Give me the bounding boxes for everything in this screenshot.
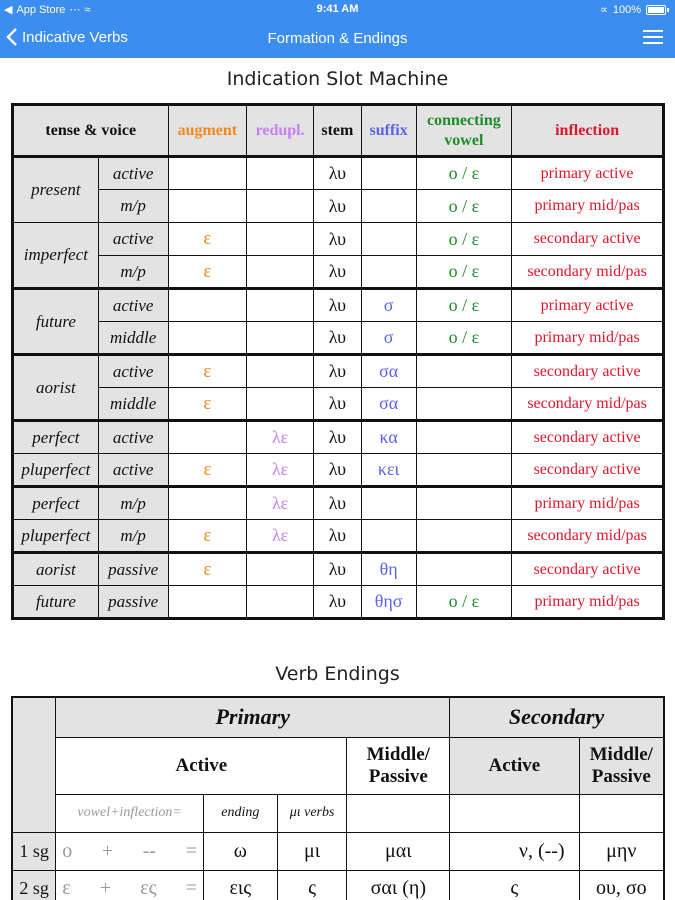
inflection-cell: primary active — [512, 289, 664, 322]
tense-cell: aorist — [13, 553, 99, 586]
inflection-cell: secondary mid/pas — [512, 520, 664, 553]
vowel: ο — [62, 839, 73, 862]
secondary-middle-passive-header: Middle/ Passive — [579, 737, 664, 794]
primary-middle-passive-header: Middle/ Passive — [347, 737, 450, 794]
redupl-cell — [247, 553, 314, 586]
suffix-cell: κα — [361, 421, 416, 454]
connecting-cell — [416, 421, 512, 454]
voice-cell: m/p — [98, 520, 168, 553]
battery-percent: 100% — [612, 3, 641, 16]
stem-cell: λυ — [313, 553, 361, 586]
status-bar — [0, 0, 675, 20]
voice-cell: m/p — [98, 190, 168, 223]
back-button-label: Indicative Verbs — [22, 28, 128, 46]
ending-cell: εις — [203, 870, 277, 900]
verb-endings-heading: Verb Endings — [275, 663, 400, 685]
status-right — [600, 3, 669, 16]
table-row — [13, 223, 664, 256]
secondary-active-cell: ς — [450, 870, 579, 900]
header-stem: stem — [313, 105, 361, 157]
header-suffix: suffix — [361, 105, 416, 157]
person-label: 1 sg — [12, 832, 56, 870]
inflection: ες — [140, 877, 157, 900]
table-row — [12, 832, 664, 870]
battery-icon — [646, 5, 666, 15]
inflection: -- — [142, 839, 157, 862]
tense-cell: future — [13, 586, 99, 619]
redupl-cell — [247, 388, 314, 421]
stem-cell: λυ — [313, 520, 361, 553]
table-row — [13, 157, 664, 190]
inflection-cell: secondary mid/pas — [512, 256, 664, 289]
connecting-cell — [416, 355, 512, 388]
back-to-app-icon: ◀ — [4, 4, 13, 16]
connecting-cell — [416, 553, 512, 586]
suffix-cell: σ — [361, 322, 416, 355]
voice-cell: m/p — [98, 256, 168, 289]
header-connecting-vowel: connecting vowel — [416, 105, 512, 157]
table-row — [13, 553, 664, 586]
wifi-icon: ≈ — [84, 3, 91, 16]
carrier-label: App Store — [16, 3, 66, 16]
tense-cell: perfect — [13, 421, 99, 454]
ending-cell: ω — [203, 832, 277, 870]
suffix-cell: κει — [361, 454, 416, 487]
endings-row-voice — [12, 737, 664, 794]
augment-cell — [168, 322, 247, 355]
redupl-cell — [247, 322, 314, 355]
equals-sign: = — [185, 839, 197, 862]
sub-empty-pmp — [347, 794, 450, 832]
augment-cell — [168, 487, 247, 520]
voice-cell: active — [98, 454, 168, 487]
table-row — [12, 870, 664, 900]
secondary-active-cell: ν, (--) — [450, 832, 579, 870]
header-inflection: inflection — [512, 105, 664, 157]
augment-cell: ε — [168, 388, 247, 421]
plus-sign: + — [101, 839, 114, 862]
slot-machine-heading: Indication Slot Machine — [226, 68, 449, 90]
slot-header-row — [13, 105, 664, 157]
mi-cell: ς — [277, 870, 347, 900]
inflection-cell: primary mid/pas — [512, 586, 664, 619]
inflection-cell: secondary active — [512, 223, 664, 256]
suffix-cell — [361, 223, 416, 256]
connecting-cell: ο / ε — [416, 190, 512, 223]
stem-cell: λυ — [313, 487, 361, 520]
augment-cell: ε — [168, 553, 247, 586]
redupl-cell — [247, 586, 314, 619]
voice-cell: passive — [98, 553, 168, 586]
voice-cell: active — [98, 157, 168, 190]
table-row — [13, 322, 664, 355]
suffix-cell — [361, 256, 416, 289]
connecting-cell: ο / ε — [416, 157, 512, 190]
tense-cell: aorist — [13, 355, 99, 421]
tense-cell: future — [13, 289, 99, 355]
person-label: 2 sg — [12, 870, 56, 900]
primary-mp-cell: μαι — [347, 832, 450, 870]
vowel-inflection-cell — [56, 870, 204, 900]
stem-cell: λυ — [313, 289, 361, 322]
signal-icon: ⋯ — [69, 4, 81, 16]
suffix-cell: σα — [361, 388, 416, 421]
voice-cell: active — [98, 355, 168, 388]
status-time: 9:41 AM — [316, 3, 359, 15]
inflection-cell: secondary active — [512, 421, 664, 454]
redupl-cell: λε — [247, 487, 314, 520]
suffix-cell — [361, 487, 416, 520]
nav-bar — [0, 20, 675, 58]
stem-cell: λυ — [313, 586, 361, 619]
stem-cell: λυ — [313, 223, 361, 256]
secondary-mp-cell: μην — [579, 832, 664, 870]
hamburger-menu-icon[interactable] — [643, 30, 663, 46]
augment-cell — [168, 289, 247, 322]
table-row — [13, 454, 664, 487]
table-row — [13, 586, 664, 619]
connecting-cell — [416, 454, 512, 487]
redupl-cell — [247, 157, 314, 190]
sub-empty-smp — [579, 794, 664, 832]
connecting-cell: ο / ε — [416, 322, 512, 355]
voice-cell: middle — [98, 322, 168, 355]
voice-cell: active — [98, 421, 168, 454]
voice-cell: m/p — [98, 487, 168, 520]
table-row — [13, 190, 664, 223]
suffix-cell: σ — [361, 289, 416, 322]
endings-row-sub — [12, 794, 664, 832]
suffix-cell — [361, 520, 416, 553]
connecting-cell — [416, 388, 512, 421]
connecting-cell: ο / ε — [416, 289, 512, 322]
stem-cell: λυ — [313, 454, 361, 487]
connecting-cell: ο / ε — [416, 223, 512, 256]
augment-cell: ε — [168, 256, 247, 289]
sub-vowel-inflection: vowel+inflection= — [56, 794, 204, 832]
slot-body — [13, 157, 664, 619]
suffix-cell — [361, 157, 416, 190]
inflection-cell: secondary active — [512, 553, 664, 586]
suffix-cell: σα — [361, 355, 416, 388]
inflection-cell: secondary active — [512, 454, 664, 487]
inflection-cell: primary mid/pas — [512, 487, 664, 520]
secondary-mp-cell: ου, σο — [579, 870, 664, 900]
suffix-cell — [361, 190, 416, 223]
table-row — [13, 421, 664, 454]
redupl-cell: λε — [247, 421, 314, 454]
voice-cell: active — [98, 289, 168, 322]
connecting-cell: ο / ε — [416, 586, 512, 619]
plus-sign: + — [99, 877, 112, 900]
augment-cell — [168, 190, 247, 223]
inflection-cell: primary mid/pas — [512, 190, 664, 223]
sub-ending: ending — [203, 794, 277, 832]
connecting-cell — [416, 520, 512, 553]
redupl-cell — [247, 289, 314, 322]
augment-cell — [168, 157, 247, 190]
stem-cell: λυ — [313, 157, 361, 190]
stem-cell: λυ — [313, 421, 361, 454]
suffix-cell: θησ — [361, 586, 416, 619]
connecting-cell — [416, 487, 512, 520]
redupl-cell — [247, 190, 314, 223]
header-redupl: redupl. — [247, 105, 314, 157]
endings-corner-cell — [12, 697, 56, 832]
augment-cell: ε — [168, 223, 247, 256]
header-augment: augment — [168, 105, 247, 157]
nav-title: Formation & Endings — [267, 30, 408, 47]
augment-cell: ε — [168, 520, 247, 553]
suffix-cell: θη — [361, 553, 416, 586]
bluetooth-icon: ∝ — [600, 4, 608, 16]
primary-active-header: Active — [56, 737, 347, 794]
secondary-header: Secondary — [450, 697, 664, 737]
tense-cell: present — [13, 157, 99, 223]
vowel-inflection-cell — [56, 832, 204, 870]
stem-cell: λυ — [313, 256, 361, 289]
table-row — [13, 487, 664, 520]
inflection-cell: secondary mid/pas — [512, 388, 664, 421]
stem-cell: λυ — [313, 355, 361, 388]
augment-cell — [168, 586, 247, 619]
mi-cell: μι — [277, 832, 347, 870]
inflection-cell: secondary active — [512, 355, 664, 388]
voice-cell: active — [98, 223, 168, 256]
slot-machine-table — [11, 103, 665, 620]
redupl-cell — [247, 256, 314, 289]
inflection-cell: primary active — [512, 157, 664, 190]
primary-header: Primary — [56, 697, 450, 737]
secondary-active-header: Active — [450, 737, 579, 794]
verb-endings-table — [11, 696, 665, 900]
augment-cell — [168, 421, 247, 454]
sub-empty-sa — [450, 794, 579, 832]
voice-cell: passive — [98, 586, 168, 619]
stem-cell: λυ — [313, 322, 361, 355]
tense-cell: pluperfect — [13, 520, 99, 553]
stem-cell: λυ — [313, 388, 361, 421]
stem-cell: λυ — [313, 190, 361, 223]
sub-mi-verbs: μι verbs — [277, 794, 347, 832]
redupl-cell: λε — [247, 454, 314, 487]
redupl-cell — [247, 355, 314, 388]
table-row — [13, 289, 664, 322]
header-tense-voice: tense & voice — [13, 105, 169, 157]
vowel: ε — [62, 877, 71, 900]
table-row — [13, 388, 664, 421]
tense-cell: imperfect — [13, 223, 99, 289]
equals-sign: = — [185, 877, 197, 900]
connecting-cell: ο / ε — [416, 256, 512, 289]
redupl-cell: λε — [247, 520, 314, 553]
tense-cell: perfect — [13, 487, 99, 520]
augment-cell: ε — [168, 454, 247, 487]
table-row — [13, 355, 664, 388]
inflection-cell: primary mid/pas — [512, 322, 664, 355]
tense-cell: pluperfect — [13, 454, 99, 487]
primary-mp-cell: σαι (η) — [347, 870, 450, 900]
battery-tip — [667, 8, 669, 12]
table-row — [13, 256, 664, 289]
endings-row-primary — [12, 697, 664, 737]
table-row — [13, 520, 664, 553]
augment-cell: ε — [168, 355, 247, 388]
voice-cell: middle — [98, 388, 168, 421]
redupl-cell — [247, 223, 314, 256]
